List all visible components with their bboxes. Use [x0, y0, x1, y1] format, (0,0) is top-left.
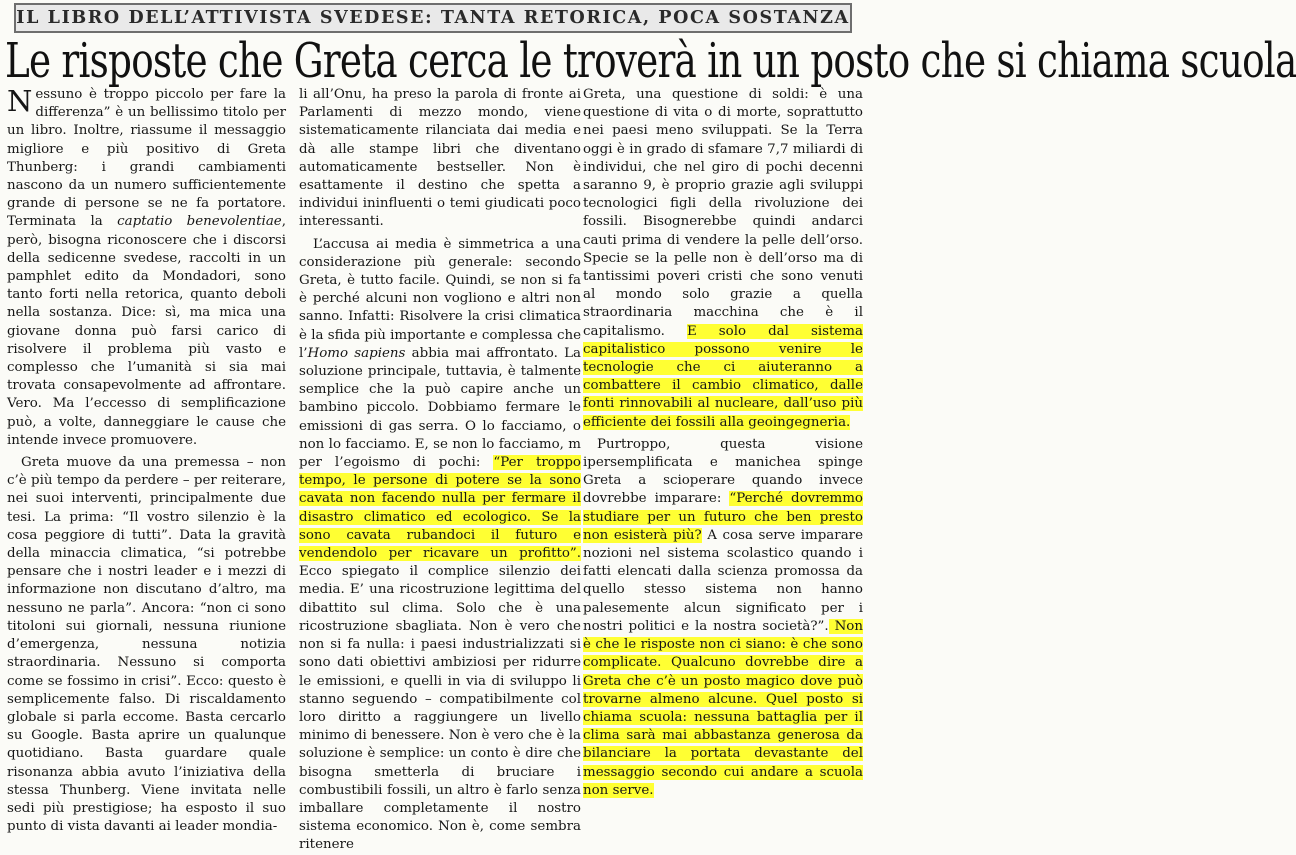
drop-cap: N [7, 84, 33, 118]
article-column-1 [7, 84, 286, 835]
article-column-3 [583, 86, 863, 798]
article-column-2 [299, 86, 582, 853]
paragraph: li all’Onu, ha preso la parola di fronte ai Parlamenti di mezzo mondo, viene sistematicamente rilanciata dai media e dà alle stampe libri che diventano automaticamente bestseller. Non è esattamente il destino che spetta a individui ininfluenti o temi giudicati poco interessanti. [299, 87, 581, 230]
headline: Le risposte che Greta cerca le troverà in un posto che si chiama scuola [5, 33, 1296, 89]
kicker-text: IL LIBRO DELL’ATTIVISTA SVEDESE: TANTA RETORICA, POCA SOSTANZA [16, 8, 850, 28]
paragraph: L’accusa ai media è simmetrica a una considerazione più generale: secondo Greta, è tutto facile. Quindi, se non si fa è perché alcuni non vogliono e altri non sanno. Infatti: Risolvere la crisi climatica è la sfida più importante e complessa che l’Homo sapiens abbia mai affrontato. La soluzione principale, tuttavia, è talmente semplice che la può capire anche un bambino piccolo. Dobbiamo fermare le emissioni di gas serra. O lo facciamo, o non lo facciamo. E, se non lo facciamo, m per l’egoismo di pochi: “Per troppo tempo, le persone di potere se la sono cavata non facendo nulla per fermare il disastro climatico ed ecologico. Se la sono cavata rubandoci il futuro e vendendolo per ricavare un profitto”. Ecco spiegato il complice silenzio dei media. E’ una ricostruzione legittima del dibattito sul clima. Solo che è una ricostruzione sbagliata. Non è vero che non si fa nulla: i paesi industrializzati si sono dati obiettivi ambiziosi per ridurre le emissioni, e quelli in via di sviluppo li stanno seguendo – compatibilmente col loro diritto a raggiungere un livello minimo di benessere. Non è vero che è la soluzione è semplice: un conto è dire che bisogna smetterla di bruciare i combustibili fossili, un altro è farlo senza imballare completamente il nostro sistema economico. Non è, come sembra ritenere [299, 236, 582, 853]
highlighted-quote: “Perché dovremmo studiare per un futuro che ben presto non esisterà più? [583, 491, 863, 543]
kicker-banner [14, 3, 852, 33]
highlighted-passage: E solo dal sistema capitalistico possono venire le tecnologie che ci aiuteranno a combattere il cambio climatico, dalle fonti rinnovabili al nucleare, dall’uso più efficiente dei fossili alla geoingegneria. [583, 323, 863, 430]
paragraph: Greta muove da una premessa – non c’è più tempo da perdere – per reiterare, nei suoi interventi, principalmente due tesi. La prima: “Il vostro silenzio è la cosa peggiore di tutti”. Data la gravità della minaccia climatica, “si potrebbe pensare che i nostri leader e i mezzi di informazione non discutano d’altro, ma nessuno ne parla”. Ancora: “non ci sono titoloni sui giornali, nessuna riunione d’emergenza, nessuna notizia straordinaria. Nessuno si comporta come se fossimo in crisi”. Ecco: questo è semplicemente falso. Di riscaldamento globale si parla eccome. Basta cercarlo su Google. Basta aprire un qualunque quotidiano. Basta guardare quale risonanza abbia avuto l’iniziativa della stessa Thunberg. Viene invitata nelle sedi più prestigiose; ha esposto il suo punto di vista davanti ai leader mondia- [7, 455, 286, 835]
highlighted-quote: “Per troppo tempo, le persone di potere se la sono cavata non facendo nulla per fermare il disastro climatico ed ecologico. Se la sono cavata rubandoci il futuro e vendendolo per ricavare un profitto”. [299, 455, 581, 562]
highlighted-passage: Non è che le risposte non ci siano: è che sono complicate. Qualcuno dovrebbe dire a Greta che c’è un posto magico dove può trovarne almeno alcune. Quel posto si chiama scuola: nessuna battaglia per il clima sarà mai abbastanza generosa da bilanciare la portata devastante del messaggio secondo cui andare a scuola non serve. [583, 618, 863, 798]
paragraph: Nessuno è troppo piccolo per fare la differenza” è un bellissimo titolo per un libro. Inoltre, riassume il messaggio migliore e più positivo di Greta Thunberg: i grandi cambiamenti nascono da un numero sufficientemente grande di persone se ne fa portatore. Terminata la captatio benevolentiae, però, bisogna riconoscere che i discorsi della sedicenne svedese, raccolti in un pamphlet edito da Mondadori, sono tanto forti nella retorica, quanto deboli nella sostanza. Dice: sì, ma mica una giovane donna può farsi carico di risolvere il problema più vasto e complesso che l’umanità si sia mai trovata consapevolmente ad affrontare. Vero. Ma l’eccesso di semplificazione può, a volte, danneggiare le cause che intende invece promuovere. [7, 84, 286, 448]
paragraph: Purtroppo, questa visione ipersemplificata e manichea spinge Greta a scioperare quando invece dovrebbe imparare: “Perché dovremmo studiare per un futuro che ben presto non esisterà più? A cosa serve imparare nozioni nel sistema scolastico quando i fatti elencati dalla scienza promossa da quello stesso sistema non hanno palesemente alcun significato per i nostri politici e la nostra società?”. Non è che le risposte non ci siano: è che sono complicate. Qualcuno dovrebbe dire a Greta che c’è un posto magico dove può trovarne almeno alcune. Quel posto si chiama scuola: nessuna battaglia per il clima sarà mai abbastanza generosa da bilanciare la portata devastante del messaggio secondo cui andare a scuola non serve. [583, 436, 863, 798]
paragraph: Greta, una questione di soldi: è una questione di vita o di morte, soprattutto nei paesi meno sviluppati. Se la Terra oggi è in grado di sfamare 7,7 miliardi di individui, che nel giro di pochi decenni saranno 9, è proprio grazie agli sviluppi tecnologici figli della rivoluzione dei fossili. Bisognerebbe quindi andarci cauti prima di vendere la pelle dell’orso. Specie se la pelle non è dell’orso ma di tantissimi poveri cristi che sono venuti al mondo solo grazie a quella straordinaria macchina che è il capitalismo. E solo dal sistema capitalistico possono venire le tecnologie che ci aiuteranno a combattere il cambio climatico, dalle fonti rinnovabili al nucleare, dall’uso più efficiente dei fossili alla geoingegneria. [583, 87, 863, 430]
